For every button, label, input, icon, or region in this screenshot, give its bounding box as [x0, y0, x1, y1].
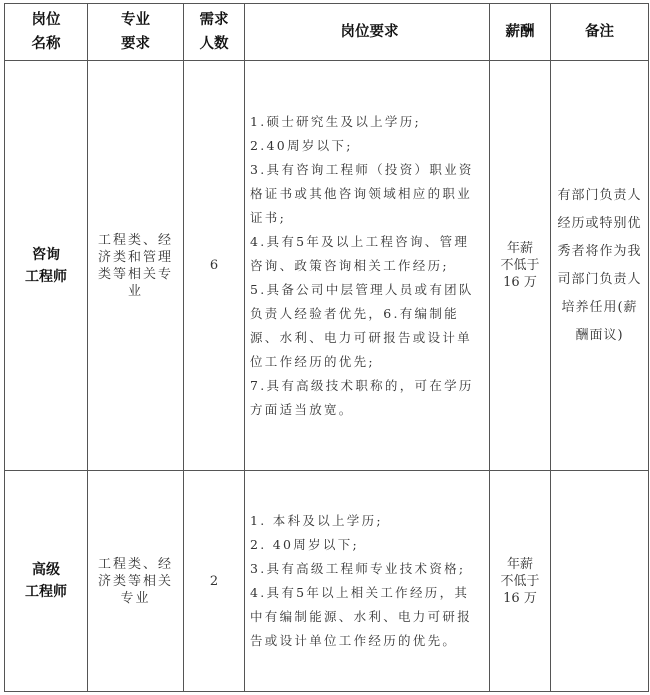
headcount-cell: 6 [184, 61, 245, 471]
requirement-item: 5.具备公司中层管理人员或有团队负责人经验者优先，6.有编制能源、水利、电力可研报告或设计单位工作经历的优先; [250, 281, 474, 369]
requirement-item: 7.具有高级技术职称的，可在学历方面适当放宽。 [250, 377, 474, 417]
header-position-name: 岗位 名称 [5, 4, 88, 61]
requirement-item: 4.具有5年以上相关工作经历，其中有编制能源、水利、电力可研报告或设计单位工作经历的优先。 [250, 585, 473, 648]
header-major: 专业 要求 [88, 4, 184, 61]
position-name-cell: 咨询 工程师 [5, 61, 88, 471]
requirement-item: 2.40周岁以下; [250, 137, 353, 153]
header-headcount: 需求 人数 [184, 4, 245, 61]
header-note: 备注 [551, 4, 649, 61]
requirement-item: 2. 40周岁以下; [250, 537, 360, 552]
major-cell: 工程类、经济类和管理类等相关专业 [88, 61, 184, 471]
requirement-item: 3.具有高级工程师专业技术资格; [250, 561, 466, 576]
header-row [5, 4, 649, 61]
requirement-item: 1.硕士研究生及以上学历; [250, 113, 422, 129]
salary-cell: 年薪 不低于 16 万 [490, 471, 551, 692]
job-requirements-table [4, 3, 649, 692]
requirement-item: 4.具有5年及以上工程咨询、管理咨询、政策咨询相关工作经历; [250, 233, 470, 273]
position-name-cell: 高级 工程师 [5, 471, 88, 692]
header-requirements: 岗位要求 [245, 4, 490, 61]
requirement-item: 3.具有咨询工程师（投资）职业资格证书或其他咨询领域相应的职业证书; [250, 161, 474, 225]
note-cell [551, 471, 649, 692]
table-row [5, 471, 649, 692]
headcount-cell: 2 [184, 471, 245, 692]
requirement-item: 1. 本科及以上学历; [250, 513, 383, 528]
note-cell: 有部门负责人经历或特别优秀者将作为我司部门负责人培养任用(薪酬面议) [551, 61, 649, 471]
header-salary: 薪酬 [490, 4, 551, 61]
requirements-cell [245, 471, 490, 692]
salary-cell: 年薪 不低于 16 万 [490, 61, 551, 471]
table-row [5, 61, 649, 471]
requirements-cell [245, 61, 490, 471]
major-cell: 工程类、经济类等相关专业 [88, 471, 184, 692]
